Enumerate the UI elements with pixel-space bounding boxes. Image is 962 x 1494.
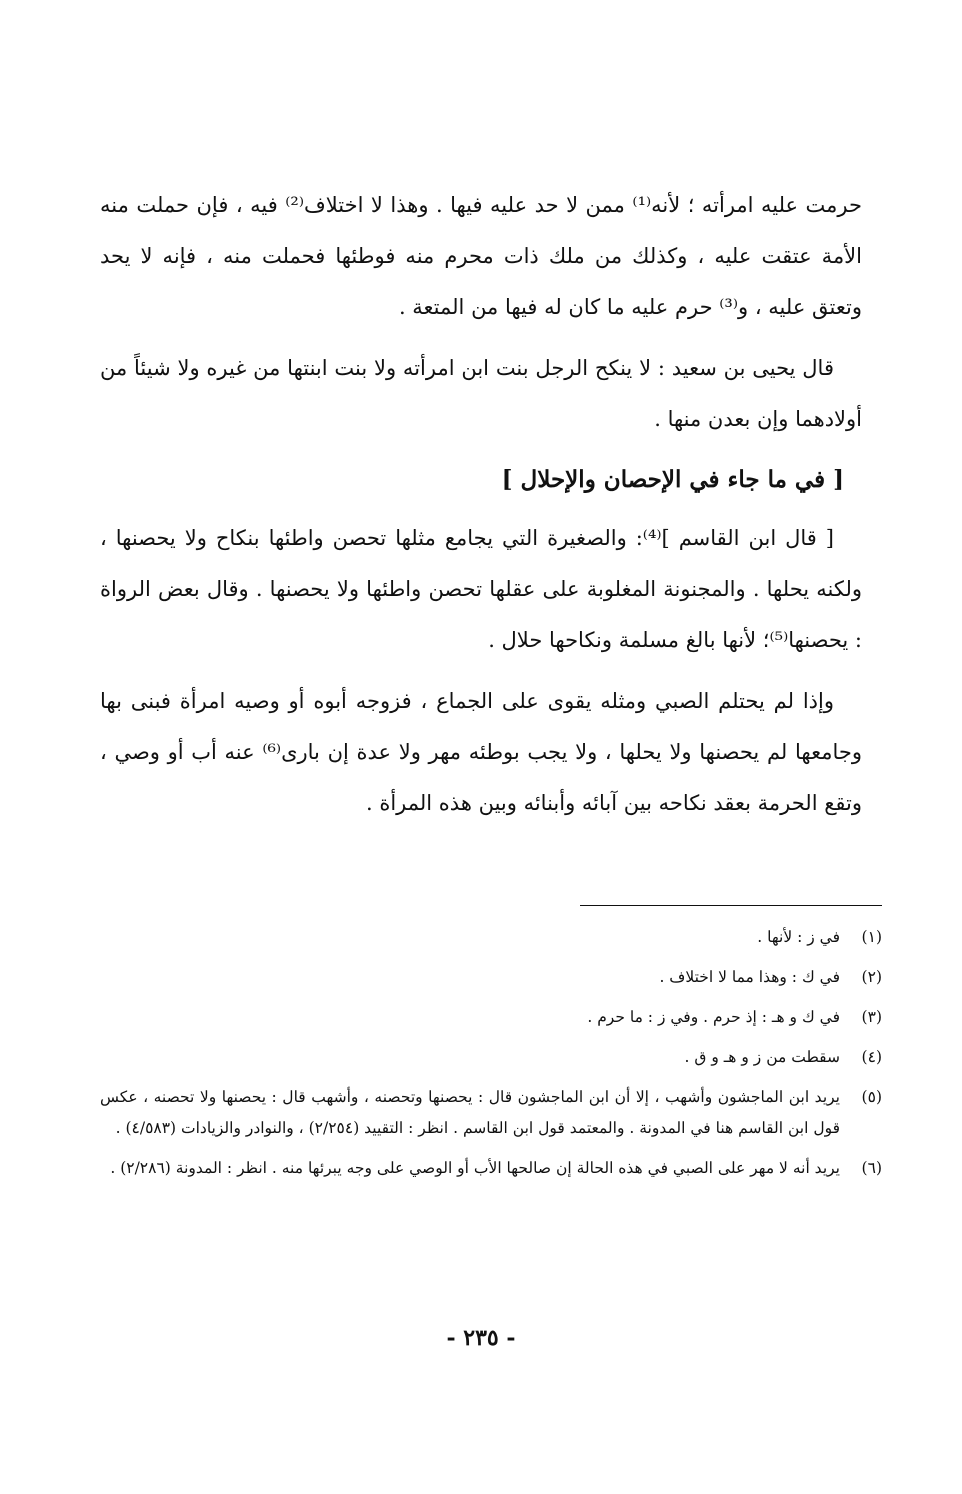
footnote-text: يريد أنه لا مهر على الصبي في هذه الحالة إن صالحها الأب أو الوصي على وجه يبرئها منه . انظر : المدونة (٢/٢٨٦) . [110,1159,840,1177]
footnote-divider [580,905,882,906]
main-text [100,180,862,839]
footnote-1 [100,922,882,953]
footnote-text: في ك و هـ : إذ حرم . وفي ز : ما حرم . [587,1008,840,1026]
footnote-number: (١) [861,928,882,946]
footnotes [100,922,882,1193]
footnote-4 [100,1042,882,1073]
footnote-5 [100,1082,882,1144]
footnote-text: في ك : وهذا مما لا اختلاف . [659,968,840,986]
paragraph-2: قال يحيى بن سعيد : لا ينكح الرجل بنت ابن امرأته ولا بنت ابنتها من غيره ولا شيئاً من أولادهما وإن بعدن منها . [100,356,862,431]
page-number: - ٢٣٥ - [446,1325,516,1351]
footnote-text: في ز : لأنها . [757,928,840,946]
paragraph-3: [ قال ابن القاسم ]⁽⁴⁾: والصغيرة التي يجامع مثلها تحصن واطئها بنكاح ولا يحصنها ، ولكنه يحلها . والمجنونة المغلوبة على عقلها تحصن واطئها ولا يحصنها . وقال بعض الرواة : يحصنها⁽⁵⁾؛ لأنها بالغ مسلمة ونكاحها حلال . [100,526,862,652]
footnote-number: (٣) [861,1008,882,1026]
footnote-text: سقطت من ز و هـ و ق . [684,1048,840,1066]
footnote-number: (٦) [861,1159,882,1177]
paragraph-1: حرمت عليه امرأته ؛ لأنه⁽¹⁾ ممن لا حد عليه فيها . وهذا لا اختلاف⁽²⁾ فيه ، فإن حملت منه الأمة عتقت عليه ، وكذلك من ملك ذات محرم منه فوطئها فحملت منه ، فإنه لا يحد وتعتق عليه ، و⁽³⁾ حرم عليه ما كان له فيها من المتعة . [100,193,862,319]
footnote-2 [100,962,882,993]
section-heading: [ في ما جاء في الإحصان والإحلال ] [501,466,844,493]
footnote-text: يريد ابن الماجشون وأشهب ، إلا أن ابن الماجشون قال : يحصنها وتحصنه ، وأشهب قال : يحصنها ولا تحصنه ، عكس قول ابن القاسم هنا في المدونة . والمعتمد قول ابن القاسم . انظر : التقييد (٢/٢٥٤) ، والنوادر والزيادات (٤/٥٨٣) . [100,1088,840,1137]
paragraph-4: وإذا لم يحتلم الصبي ومثله يقوى على الجماع ، فزوجه أبوه أو وصيه امرأة فبنى بها وجامعها لم يحصنها ولا يحلها ، ولا يجب بوطئه مهر ولا عدة إن بارى⁽⁶⁾ عنه أب أو وصي ، وتقع الحرمة بعقد نكاحه بين آبائه وأبنائه وبين هذه المرأة . [100,689,862,815]
footnote-number: (٥) [861,1088,882,1106]
footnote-number: (٤) [861,1048,882,1066]
footnote-number: (٢) [861,968,882,986]
footnote-3 [100,1002,882,1033]
footnote-6 [100,1153,882,1184]
